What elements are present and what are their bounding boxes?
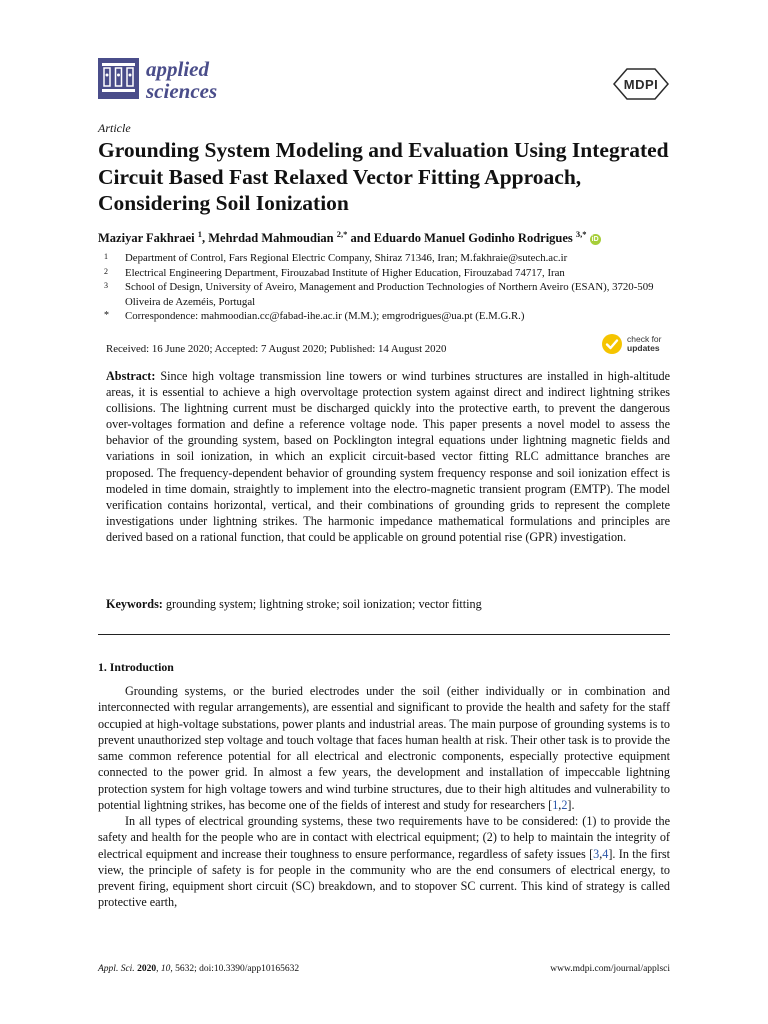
footer-citation: Appl. Sci. 2020, 10, 5632; doi:10.3390/app10165632 [98,964,300,974]
abstract-text: Since high voltage transmission line towers or wind turbines structures are installed in high-altitude areas, it is essential to achieve a high overvoltage protection system against direct and indirect lightning strikes collisions. The lightning current must be discharged quickly into the protective earth, to prevent the dangerous over-voltages formation and define a reference voltage node. This paper presents a novel model to assess the behavior of the grounding system, based on Pocklington integral equations under lightning magnetic fields and variations in soil ionization, in which an explicit circuit-based vector fitting RLC admittance branches are proposed. The frequency-dependent behavior of grounding system frequency response and soil ionization effect is modeled in time domain, straightly to implement into the electro-magnetic transient program (EMTP). The model verification contains horizontal, vertical, and their combinations of grounding grids to represent the complete investigations under lightning strikes. The harmonic impedance mathematical formulations and principles are derived based on a rational function, that could be applicable on ground potential rise (GPR) investigation. [106,369,670,544]
affiliation-text: Electrical Engineering Department, Firouzabad Institute of Higher Education, Firouzabad 74717, Iran [125,266,565,279]
citation-link[interactable]: 1 [552,797,559,812]
abstract-label: Abstract: [106,369,156,383]
journal-name-line1: applied [146,57,209,81]
citation-link[interactable]: 2 [561,797,568,812]
footer-volume: 10 [160,964,171,974]
citation-separator: , [558,797,562,812]
keywords-label: Keywords: [106,597,163,611]
keywords [106,597,670,612]
affiliation-number: 1 [104,252,108,261]
journal-name-line2: sciences [146,79,218,103]
affiliation-text: Correspondence: mahmoodian.cc@fabad-ihe.ac.ir (M.M.); emgrodrigues@ua.pt (E.M.G.R.) [125,310,525,323]
author-name: Maziyar Fakhraei [98,231,195,246]
body-text [98,683,670,911]
author-name: Mehrdad Mahmoudian [208,231,334,246]
author-affil-mark: 3,* [575,229,587,239]
paragraph-text: Grounding systems, or the buried electrodes under the soil (either individually or in combination and interconnected with regular arrangements), are essential and significant to provide the health and safety for the staff occupied at high-voltage substations, power plants and industrial areas. The main purpose of grounding systems is to prevent unauthorized step voltage and touch voltage that faces human health at risk. Their other task is to provide the same common reference potential for all electrical and electronic components, especially protective equipment connected to the power grid. In almost a few years, the development and installation of impeccable lightning protection system for high voltage towers and wind turbine structures, due to their high altitudes and vulnerability to potential lightning strikes, has become one of the fields of interest and study for researchers [ [98,684,670,812]
check-updates-line2: updates [627,343,660,353]
affiliation-number: 2 [104,266,108,276]
author-affil-mark: 1 [197,229,202,239]
check-updates-label [627,335,662,353]
affiliation-number: * [104,310,109,322]
citation-link[interactable]: 3 [593,846,600,861]
footer-doi: , 5632; doi:10.3390/app10165632 [170,964,300,974]
affiliation-text: School of Design, University of Aveiro, Management and Production Technologies of Northern Aveiro (ESAN), 3720-509 Oliveira de Azeméis, Portugal [125,281,654,308]
journal-logo [98,58,217,102]
affiliation-text: Department of Control, Fars Regional Electric Company, Shiraz 71346, Iran; M.fakhraie@sutech.ac.ir [125,252,568,264]
author-affil-mark: 2,* [336,229,348,239]
author-list [98,229,678,246]
article-type: Article [98,121,131,135]
affiliation-item [104,280,674,309]
citation-separator: , [599,846,603,861]
section-heading: 1. Introduction [98,660,174,674]
affiliations [104,251,674,324]
publisher-logo [613,68,669,105]
author-name: Eduardo Manuel Godinho Rodrigues [373,231,573,246]
check-for-updates-button[interactable] [601,333,662,355]
paragraph-text: In all types of electrical grounding systems, these two requirements have to be considered: (1) to provide the safety and health for the people who are in contact with electrical equipment; (2) to help to maintain the integrity of electrical equipment and increase their toughness to ensure performance, regardless of safety issues [ [98,814,670,861]
publisher-name: MDPI [623,77,659,92]
paragraph-text: ]. In the first view, the principle of safety is for people in the community who are the end consumers of electrical energy, to prevent firing, equipment short circuit (SC) breakdown, and to stopover SC current. This kind of strategy is called protective earth, [98,846,671,910]
keywords-text: grounding system; lightning stroke; soil ionization; vector fitting [162,597,482,611]
author-separator: and [347,231,374,246]
check-updates-icon [601,333,623,355]
correspondence [104,309,674,324]
footer-year: 2020 [137,964,157,974]
paper-title: Grounding System Modeling and Evaluation Using Integrated Circuit Based Fast Relaxed Vector Fitting Approach, Considering Soil Ionization [98,138,669,215]
footer-journal-abbr: Appl. Sci. [98,964,135,974]
abstract [106,368,670,545]
paragraph [98,813,670,911]
footer-url[interactable]: www.mdpi.com/journal/applsci [550,964,670,974]
affiliation-item [104,266,674,281]
affiliation-item [104,251,674,266]
paragraph [98,683,670,813]
section-divider [98,634,670,635]
journal-name [146,58,217,102]
affiliation-number: 3 [104,281,108,291]
journal-logo-icon [98,58,139,99]
publication-dates: Received: 16 June 2020; Accepted: 7 August 2020; Published: 14 August 2020 [106,343,447,355]
author-separator: , [202,231,209,246]
paragraph-text: ]. [567,797,575,812]
check-updates-line1: check for [627,334,662,344]
orcid-icon[interactable]: iD [591,236,599,244]
citation-link[interactable]: 4 [602,846,609,861]
